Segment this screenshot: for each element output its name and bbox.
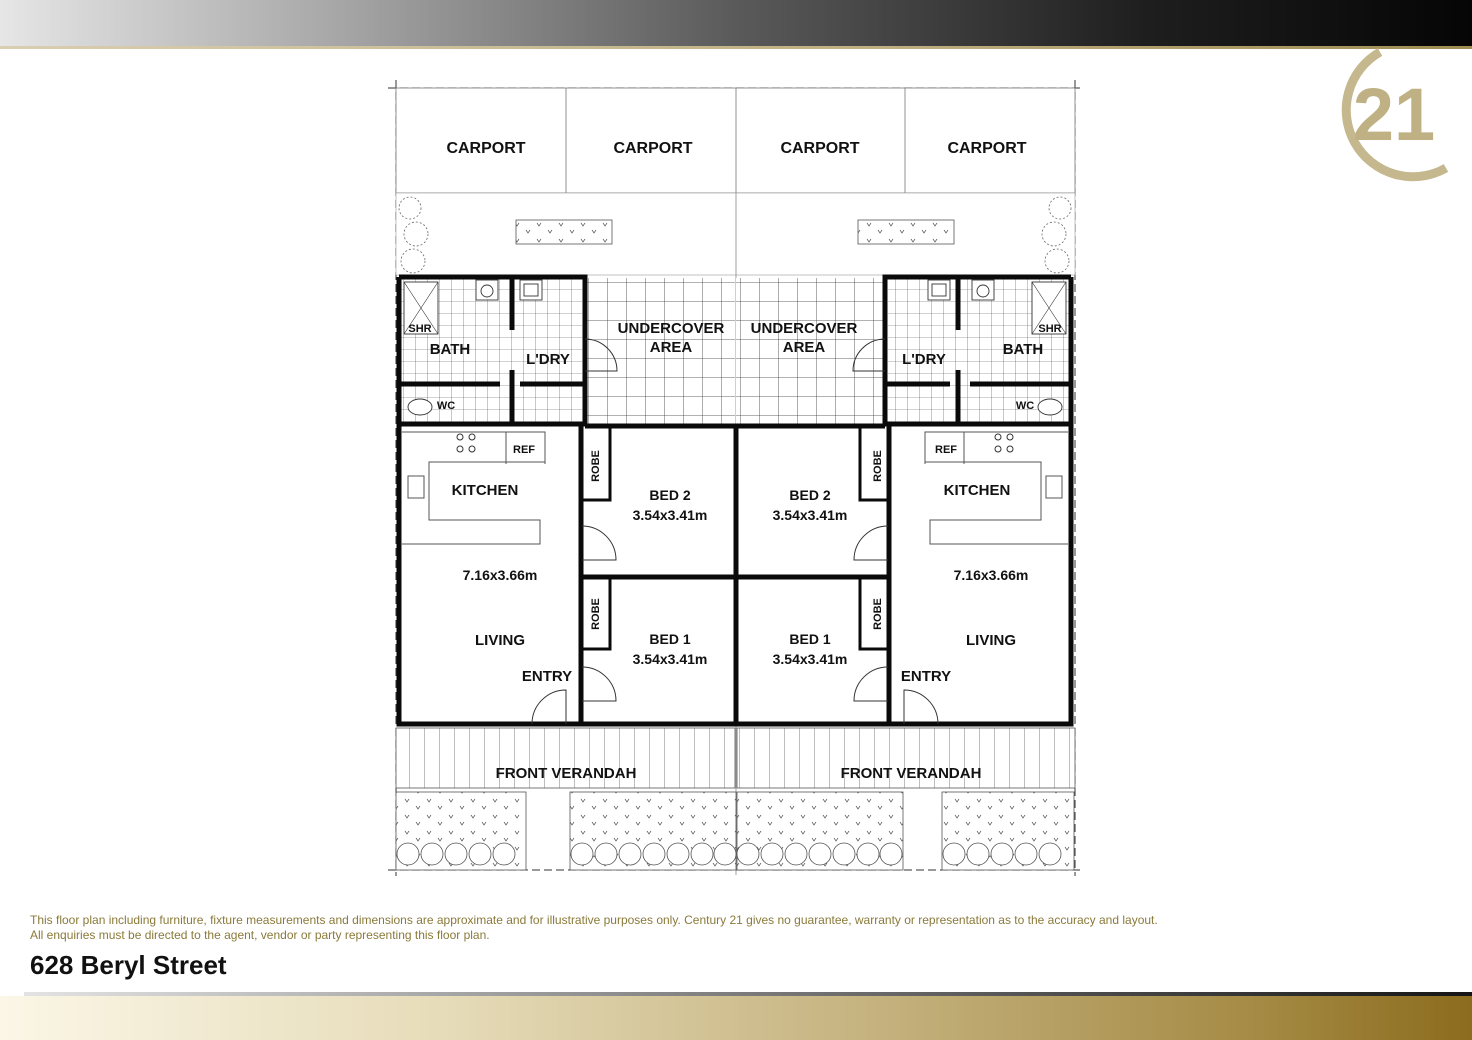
bed2-dimensions: 3.54x3.41m [632,507,708,523]
carport-label: CARPORT [947,140,1027,157]
carport-label: CARPORT [780,140,860,157]
living-label: LIVING [474,632,526,649]
wc-label: WC [436,400,456,412]
disclaimer-line: This floor plan including furniture, fixture measurements and dimensions are approximate and for illustrative purposes only. Century 21 gives no guarantee, warranty or representation as to the accuracy and layout. [30,913,1158,927]
kitchen-label: KITCHEN [943,482,1011,499]
bed2-label: BED 2 [789,487,831,503]
kitchen-label: KITCHEN [451,482,519,499]
footer-gradient-bar [0,996,1472,1040]
bed1-label: BED 1 [649,631,691,647]
century-21-logo-icon [1322,44,1456,190]
bed1-dimensions: 3.54x3.41m [632,651,708,667]
wet-areas [400,278,1070,428]
laundry-label: L'DRY [526,351,570,368]
robe-label: ROBE [590,450,602,482]
kitchen-living-dimensions: 7.16x3.66m [953,567,1029,583]
verandah-label: FRONT VERANDAH [840,765,982,782]
header-gradient-bar [0,0,1472,46]
robe-label: ROBE [872,450,884,482]
bath-label: BATH [1002,341,1044,358]
front-gardens [396,792,1074,870]
ref-label: REF [935,444,957,456]
header-accent-rule [0,46,1472,49]
planter-box [516,220,612,244]
undercover-label: UNDERCOVER [750,320,858,337]
ref-label: REF [513,444,535,456]
logo-text: 21 [1352,73,1436,156]
bath-label: BATH [429,341,471,358]
shower-label: SHR [1038,323,1062,335]
bed1-label: BED 1 [789,631,831,647]
floor-plan [380,74,1090,884]
entry-label: ENTRY [521,668,573,685]
bed1-dimensions: 3.54x3.41m [772,651,848,667]
undercover-label: UNDERCOVER [617,320,725,337]
shower-label: SHR [408,323,432,335]
kitchen-living-dimensions: 7.16x3.66m [462,567,538,583]
wc-label: WC [1015,400,1035,412]
undercover-area-label: AREA [649,339,693,356]
robe-label: ROBE [872,598,884,630]
undercover-area-label: AREA [782,339,826,356]
living-label: LIVING [965,632,1017,649]
entry-label: ENTRY [900,668,952,685]
property-address: 628 Beryl Street [30,950,227,980]
bed2-dimensions: 3.54x3.41m [772,507,848,523]
robe-label: ROBE [590,598,602,630]
carport-label: CARPORT [613,140,693,157]
verandah-label: FRONT VERANDAH [495,765,637,782]
planter-box [858,220,954,244]
disclaimer [30,913,1330,943]
laundry-label: L'DRY [902,351,946,368]
carport-label: CARPORT [446,140,526,157]
disclaimer-line: All enquiries must be directed to the agent, vendor or party representing this floor plan. [30,928,490,942]
bed2-label: BED 2 [649,487,691,503]
